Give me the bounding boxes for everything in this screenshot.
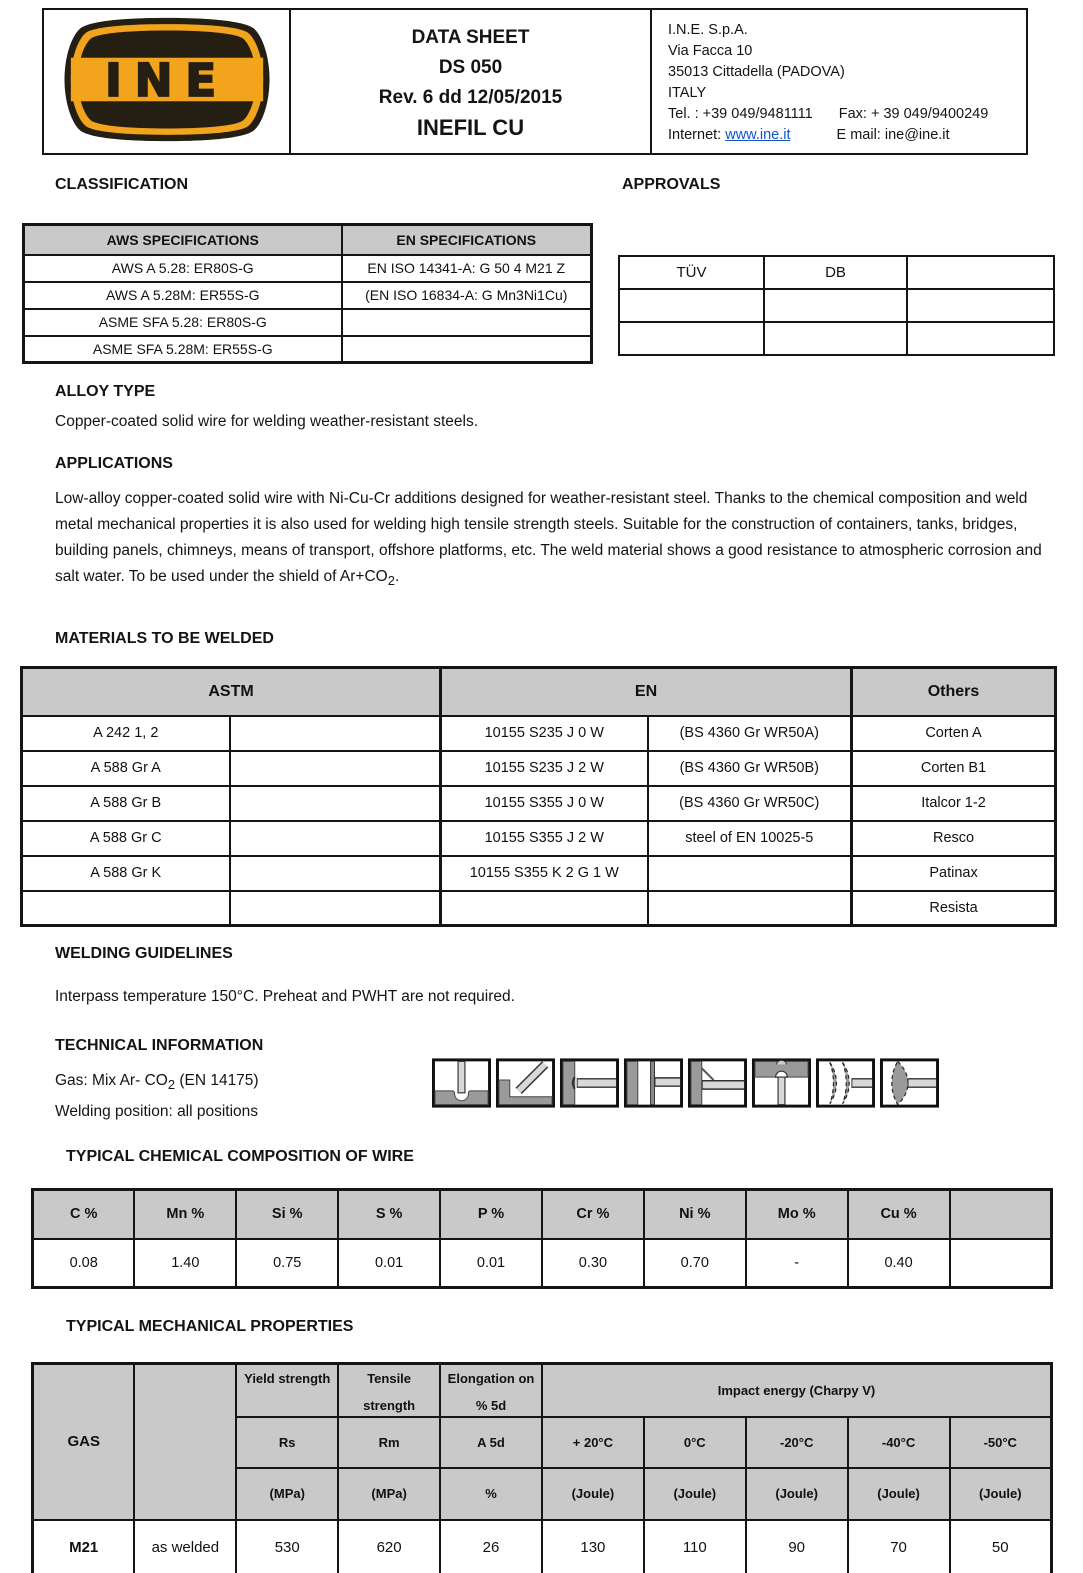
- header-text: Elongation on: [447, 1371, 535, 1386]
- header-text: strength: [363, 1398, 416, 1413]
- table-row: [24, 255, 592, 282]
- table-cell: [619, 322, 764, 355]
- gas-line: [55, 1072, 259, 1092]
- website-link[interactable]: www.ine.it: [725, 127, 791, 143]
- table-cell: (BS 4360 Gr WR50A): [648, 716, 852, 751]
- unit-header: (MPa): [338, 1468, 440, 1520]
- table-cell: 130: [542, 1520, 644, 1573]
- table-cell: Mo %: [746, 1190, 848, 1239]
- company-phone-line: [668, 104, 1020, 125]
- tensile-strength-header: [338, 1364, 440, 1417]
- table-cell: Resista: [852, 891, 1056, 926]
- table-cell: (BS 4360 Gr WR50C): [648, 786, 852, 821]
- classification-heading: CLASSIFICATION: [55, 176, 189, 193]
- column-header: Others: [852, 668, 1056, 716]
- table-cell: -: [746, 1239, 848, 1288]
- header-text: % 5d: [475, 1398, 507, 1413]
- co2-subscript: 2: [167, 1077, 176, 1093]
- company-street: Via Facca 10: [668, 43, 753, 59]
- table-cell: Ni %: [644, 1190, 746, 1239]
- table-cell: 0.01: [338, 1239, 440, 1288]
- table-cell: 10155 S235 J 0 W: [441, 716, 648, 751]
- table-cell: A 242 1, 2: [22, 716, 230, 751]
- table-header-row: [33, 1364, 1052, 1417]
- company-fax: Fax: + 39 049/9400249: [838, 106, 989, 122]
- welding-guidelines-text: Interpass temperature 150°C. Preheat and PWHT are not required.: [55, 988, 515, 1005]
- column-header: EN: [441, 668, 852, 716]
- table-row: [22, 716, 1056, 751]
- unit-header: (Joule): [542, 1468, 644, 1520]
- chemical-composition-table: [31, 1188, 1053, 1289]
- company-email: E mail: ine@ine.it: [836, 127, 950, 143]
- table-row: [619, 289, 1054, 322]
- table-cell: Resco: [852, 821, 1056, 856]
- table-cell: 0.01: [440, 1239, 542, 1288]
- table-cell: AWS A 5.28M: ER55S-G: [24, 282, 342, 309]
- document-title-block: [289, 10, 650, 153]
- gas-suffix: (EN 14175): [175, 1072, 259, 1089]
- condition-column-header: [134, 1364, 236, 1520]
- table-row: [22, 786, 1056, 821]
- weld-position-fillet-icon: [496, 1058, 555, 1108]
- table-cell: [230, 891, 441, 926]
- company-city: 35013 Cittadella (PADOVA): [668, 64, 845, 80]
- table-cell: [22, 891, 230, 926]
- ine-logo-icon: [61, 16, 273, 148]
- symbol-header: Rm: [338, 1417, 440, 1468]
- table-cell: A 588 Gr B: [22, 786, 230, 821]
- co2-subscript: 2: [387, 573, 395, 589]
- table-row: [33, 1520, 1052, 1573]
- table-cell: A 588 Gr K: [22, 856, 230, 891]
- table-cell: [648, 891, 852, 926]
- table-cell: Patinax: [852, 856, 1056, 891]
- symbol-header: Rs: [236, 1417, 338, 1468]
- weld-position-tjoint-icon: [624, 1058, 683, 1108]
- symbol-header: + 20°C: [542, 1417, 644, 1468]
- company-logo: [44, 10, 289, 153]
- svg-text:INE: INE: [104, 53, 229, 107]
- table-cell: 10155 S235 J 2 W: [441, 751, 648, 786]
- table-cell: (EN ISO 16834-A: G Mn3Ni1Cu): [342, 282, 592, 309]
- table-cell: 0.70: [644, 1239, 746, 1288]
- table-cell: Si %: [236, 1190, 338, 1239]
- unit-header: (Joule): [848, 1468, 950, 1520]
- table-cell: Cu %: [848, 1190, 950, 1239]
- table-cell: [441, 891, 648, 926]
- mechanical-properties-table: [31, 1362, 1053, 1573]
- company-info-block: [650, 10, 1026, 153]
- table-cell: [764, 289, 907, 322]
- impact-energy-header: Impact energy (Charpy V): [542, 1364, 1052, 1417]
- welding-position-line: Welding position: all positions: [55, 1103, 259, 1120]
- table-row: [24, 336, 592, 363]
- applications-text-main: Low-alloy copper-coated solid wire with Ni-Cu-Cr additions designed for weather-resistant steel. Thanks to the chemical composition and weld metal mechanical properties it is also used for welding high tensile strength steels. Suitable for the construction of containers, tanks, bridges, building panels, chimneys, means of transport, offshore platforms, etc. The weld material shows a good resistance to atmospheric corrosion and salt water. To be used under the shield of Ar+CO: [55, 490, 1042, 585]
- chemical-composition-heading: TYPICAL CHEMICAL COMPOSITION OF WIRE: [66, 1148, 414, 1165]
- table-cell: (BS 4360 Gr WR50B): [648, 751, 852, 786]
- applications-text: [55, 486, 1053, 594]
- header-text: Yield strength: [244, 1371, 331, 1386]
- applications-text-tail: .: [394, 568, 400, 585]
- table-cell: [907, 289, 1054, 322]
- weld-position-pipe-rotated-icon: [880, 1058, 939, 1108]
- table-cell: [619, 289, 764, 322]
- table-cell: TÜV: [619, 256, 764, 289]
- table-cell: Mn %: [134, 1190, 236, 1239]
- table-row: [22, 856, 1056, 891]
- weld-position-overhead-icon: [752, 1058, 811, 1108]
- symbol-header: 0°C: [644, 1417, 746, 1468]
- table-cell: [907, 256, 1054, 289]
- table-cell: steel of EN 10025-5: [648, 821, 852, 856]
- symbol-header: -40°C: [848, 1417, 950, 1468]
- mechanical-properties-heading: TYPICAL MECHANICAL PROPERTIES: [66, 1318, 354, 1335]
- unit-header: (Joule): [950, 1468, 1052, 1520]
- doc-type: DATA SHEET: [411, 27, 530, 48]
- weld-position-pipe-fixed-icon: [816, 1058, 875, 1108]
- welding-guidelines-heading: WELDING GUIDELINES: [55, 945, 233, 962]
- table-row: [22, 821, 1056, 856]
- table-cell: [230, 786, 441, 821]
- applications-heading: APPLICATIONS: [55, 455, 173, 472]
- table-row: [22, 891, 1056, 926]
- table-cell: A 588 Gr A: [22, 751, 230, 786]
- table-cell: S %: [338, 1190, 440, 1239]
- table-cell: EN ISO 14341-A: G 50 4 M21 Z: [342, 255, 592, 282]
- table-cell: [950, 1239, 1052, 1288]
- table-header-row: [24, 225, 592, 255]
- technical-information-heading: TECHNICAL INFORMATION: [55, 1037, 264, 1054]
- table-cell: 0.75: [236, 1239, 338, 1288]
- unit-header: %: [440, 1468, 542, 1520]
- table-cell: Cr %: [542, 1190, 644, 1239]
- unit-header: (Joule): [746, 1468, 848, 1520]
- document-header: [42, 8, 1028, 155]
- table-cell: 90: [746, 1520, 848, 1573]
- column-header: ASTM: [22, 668, 441, 716]
- table-cell: [342, 309, 592, 336]
- classification-table: [22, 223, 593, 364]
- table-cell: 0.08: [33, 1239, 135, 1288]
- doc-number: DS 050: [438, 57, 503, 78]
- table-header-row: [33, 1190, 1052, 1239]
- symbol-header: -20°C: [746, 1417, 848, 1468]
- unit-header: (Joule): [644, 1468, 746, 1520]
- symbol-header: A 5d: [440, 1417, 542, 1468]
- weld-position-corner-icon: [688, 1058, 747, 1108]
- symbol-header: -50°C: [950, 1417, 1052, 1468]
- alloy-type-heading: ALLOY TYPE: [55, 383, 156, 400]
- yield-strength-header: [236, 1364, 338, 1417]
- elongation-header: [440, 1364, 542, 1417]
- table-cell: 26: [440, 1520, 542, 1573]
- approvals-table: [618, 255, 1055, 356]
- table-row: [24, 309, 592, 336]
- table-cell: 0.30: [542, 1239, 644, 1288]
- table-cell: [648, 856, 852, 891]
- company-name: I.N.E. S.p.A.: [668, 22, 748, 38]
- welding-position-icons: [432, 1058, 939, 1108]
- column-header: AWS SPECIFICATIONS: [24, 225, 342, 255]
- table-cell: 1.40: [134, 1239, 236, 1288]
- gas-value: M21: [33, 1520, 135, 1573]
- table-cell: Italcor 1-2: [852, 786, 1056, 821]
- gas-prefix: Gas: Mix Ar- CO: [55, 1072, 168, 1089]
- table-cell: 110: [644, 1520, 746, 1573]
- table-row: [619, 256, 1054, 289]
- unit-header: (MPa): [236, 1468, 338, 1520]
- table-cell: [230, 751, 441, 786]
- company-web-line: [668, 125, 1020, 146]
- table-cell: 530: [236, 1520, 338, 1573]
- table-cell: 10155 S355 K 2 G 1 W: [441, 856, 648, 891]
- materials-table: [20, 666, 1057, 927]
- doc-revision: Rev. 6 dd 12/05/2015: [378, 87, 563, 108]
- table-cell: 10155 S355 J 2 W: [441, 821, 648, 856]
- table-cell: [230, 856, 441, 891]
- company-country: ITALY: [668, 85, 707, 101]
- table-cell: [907, 322, 1054, 355]
- table-cell: [950, 1190, 1052, 1239]
- condition-value: as welded: [134, 1520, 236, 1573]
- table-cell: C %: [33, 1190, 135, 1239]
- table-row: [24, 282, 592, 309]
- table-cell: Corten B1: [852, 751, 1056, 786]
- table-cell: [230, 821, 441, 856]
- table-cell: [230, 716, 441, 751]
- table-cell: ASME SFA 5.28: ER80S-G: [24, 309, 342, 336]
- table-cell: 70: [848, 1520, 950, 1573]
- column-header: EN SPECIFICATIONS: [342, 225, 592, 255]
- internet-label: Internet:: [668, 127, 722, 143]
- approvals-heading: APPROVALS: [622, 176, 721, 193]
- table-cell: [342, 336, 592, 363]
- table-cell: P %: [440, 1190, 542, 1239]
- table-cell: 50: [950, 1520, 1052, 1573]
- header-text: Tensile: [367, 1371, 412, 1386]
- table-cell: 10155 S355 J 0 W: [441, 786, 648, 821]
- table-cell: DB: [764, 256, 907, 289]
- table-cell: [764, 322, 907, 355]
- table-cell: A 588 Gr C: [22, 821, 230, 856]
- company-tel: Tel. : +39 049/9481111: [668, 106, 813, 122]
- table-cell: Corten A: [852, 716, 1056, 751]
- table-cell: ASME SFA 5.28M: ER55S-G: [24, 336, 342, 363]
- gas-column-header: GAS: [33, 1364, 135, 1520]
- product-name: INEFIL CU: [416, 115, 525, 140]
- weld-position-flat-icon: [432, 1058, 491, 1108]
- weld-position-horizontal-icon: [560, 1058, 619, 1108]
- table-cell: 620: [338, 1520, 440, 1573]
- materials-heading: MATERIALS TO BE WELDED: [55, 630, 274, 647]
- table-cell: 0.40: [848, 1239, 950, 1288]
- alloy-type-text: Copper-coated solid wire for welding weather-resistant steels.: [55, 413, 479, 430]
- table-header-row: [22, 668, 1056, 716]
- table-row: [22, 751, 1056, 786]
- table-cell: AWS A 5.28: ER80S-G: [24, 255, 342, 282]
- table-row: [619, 322, 1054, 355]
- table-row: [33, 1239, 1052, 1288]
